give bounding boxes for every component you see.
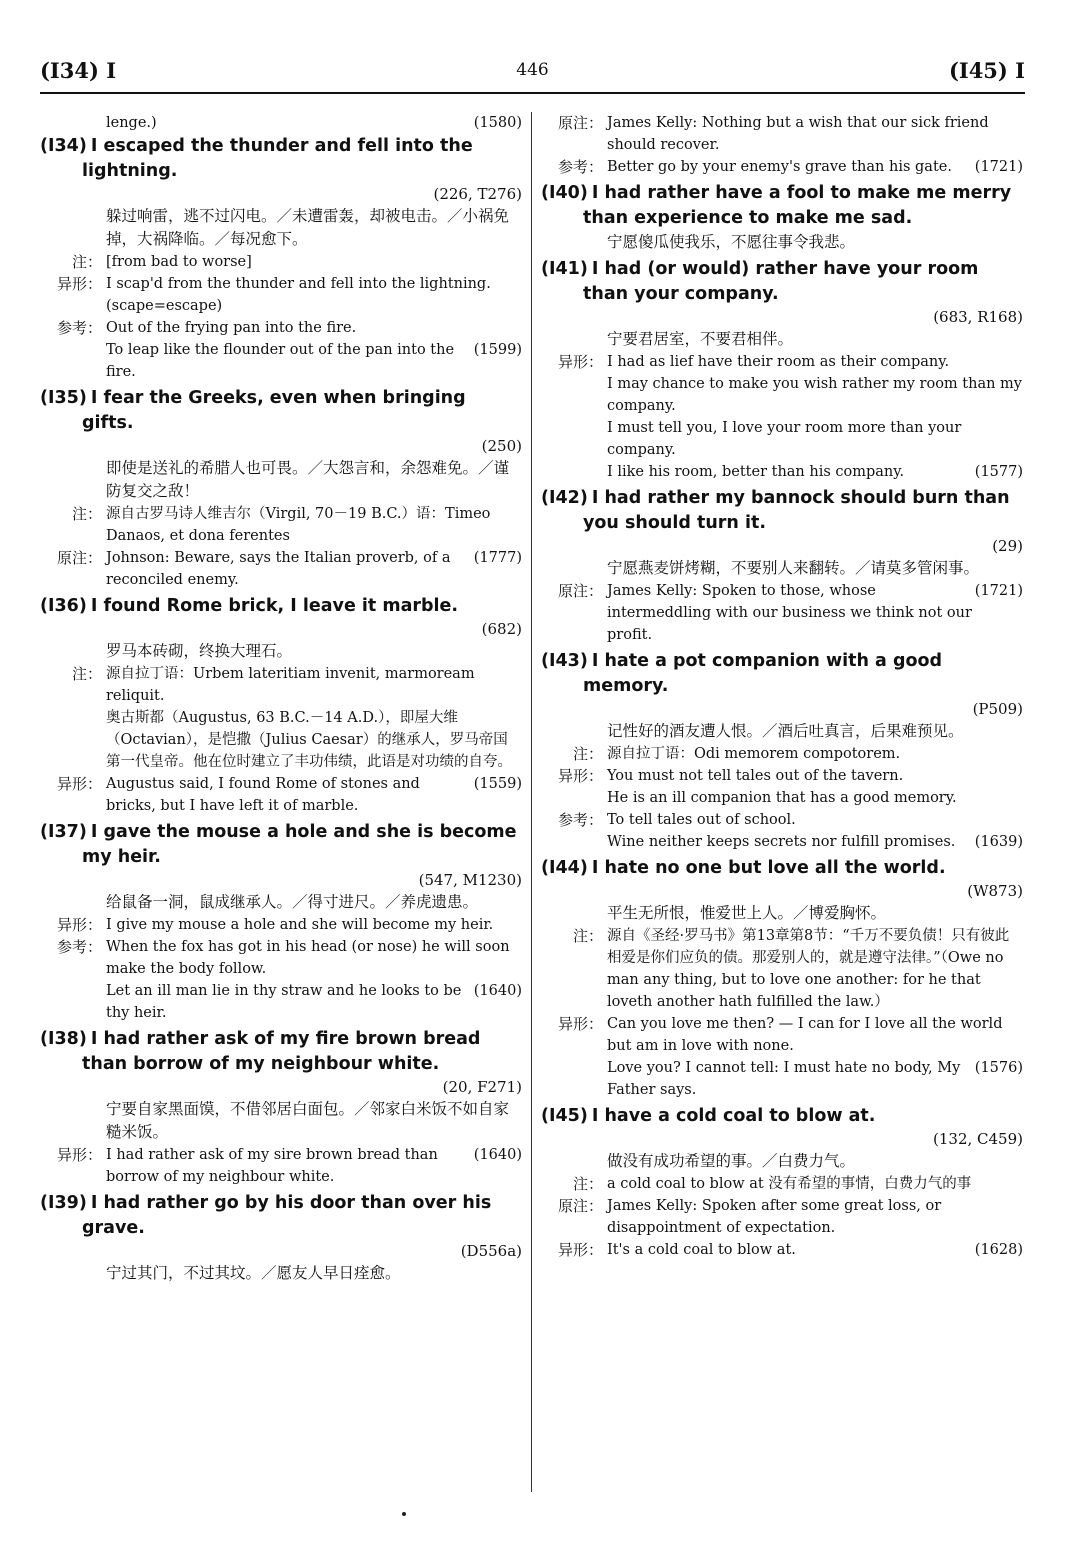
note-line (607, 743, 1023, 765)
note-line-text: 奥古斯都（Augustus, 63 B.C.－14 A.D.），即屋大维（Octavian），是恺撒（Julius Caesar）的继承人，罗马帝国第一代皇帝。他在位时建立了丰功伟绩，此语是对功绩的自夸。 (106, 710, 512, 770)
proverb-headword (541, 649, 1023, 699)
proverb-headword (541, 181, 1023, 231)
note-text (607, 1239, 1023, 1261)
note-line-text: 源自古罗马诗人维吉尔（Virgil, 70－19 B.C.）语：Timeo Danaos, et dona ferentes (106, 506, 491, 544)
proverb-id: (I34) (40, 136, 87, 156)
proverb-headword (40, 820, 522, 870)
left-entries (40, 134, 522, 1285)
note-block (541, 1239, 1023, 1261)
proverb-id: (I37) (40, 822, 87, 842)
note-label: 参考： (56, 319, 102, 337)
page-number: 446 (516, 60, 549, 80)
note-line (607, 1057, 1023, 1101)
note-line (106, 773, 522, 817)
proverb-english: I escaped the thunder and fell into the lightning. (82, 136, 473, 181)
note-line (607, 373, 1023, 417)
note-line (607, 580, 1023, 646)
note-year: (1639) (974, 834, 1023, 850)
note-year: (1576) (974, 1060, 1023, 1076)
note-line-text: Augustus said, I found Rome of stones and bricks, but I have left it of marble. (106, 776, 420, 814)
note-block (541, 156, 1023, 178)
note-line-text: Let an ill man lie in thy straw and he looks to be thy heir. (106, 983, 462, 1021)
note-block (40, 914, 522, 936)
note-line (106, 1144, 522, 1188)
note-block (40, 273, 522, 317)
note-line-text: I like his room, better than his company. (607, 464, 905, 480)
column-divider (531, 112, 532, 1492)
note-label: 原注： (557, 582, 603, 600)
proverb-entry (40, 594, 522, 817)
note-line-text: Wine neither keeps secrets nor fulfill promises. (607, 834, 956, 850)
note-text (106, 936, 522, 1024)
proverb-headword (541, 486, 1023, 536)
note-year: (1721) (974, 583, 1023, 599)
note-line (607, 1013, 1023, 1057)
note-label: 参考： (557, 811, 603, 829)
note-line-text: a cold coal to blow at 没有希望的事情，白费力气的事 (607, 1176, 972, 1192)
chinese-translation: 即使是送礼的希腊人也可畏。／大怨言和，余怨难免。／谨防复交之敌！ (106, 459, 510, 500)
chinese-translation: 记性好的酒友遭人恨。／酒后吐真言，后果难预见。 (607, 722, 964, 740)
proverb-entry (541, 181, 1023, 254)
note-line-text: Out of the frying pan into the fire. (106, 320, 357, 336)
proverb-headword (40, 134, 522, 184)
proverb-headword (40, 1027, 522, 1077)
note-line-text: It's a cold coal to blow at. (607, 1242, 796, 1258)
note-line-text: When the fox has got in his head (or nose) he will soon make the body follow. (106, 939, 510, 977)
proverb-entry (40, 1027, 522, 1188)
source-ref: (29) (992, 537, 1023, 555)
note-block (40, 251, 522, 273)
right-column (541, 112, 1023, 1264)
note-block (541, 1173, 1023, 1195)
proverb-headword (541, 1104, 1023, 1129)
note-line (106, 251, 522, 273)
note-line (106, 339, 522, 383)
note-label: 异形： (557, 353, 603, 371)
proverb-id: (I43) (541, 651, 588, 671)
note-block (541, 112, 1023, 156)
note-line (607, 1239, 1023, 1261)
note-line (607, 1195, 1023, 1239)
note-label: 参考： (557, 158, 603, 176)
note-line-text: He is an ill companion that has a good memory. (607, 790, 957, 806)
note-line-text: James Kelly: Spoken after some great loss, or disappointment of expectation. (607, 1198, 942, 1236)
proverb-headword (40, 594, 522, 619)
source-ref: (682) (481, 620, 522, 638)
note-line-text: I had as lief have their room as their company. (607, 354, 950, 370)
proverb-entry (40, 134, 522, 383)
note-label: 注： (572, 1175, 603, 1193)
note-year: (1599) (473, 342, 522, 358)
note-text (106, 503, 522, 547)
source-ref: (547, M1230) (418, 871, 522, 889)
proverb-entry (40, 1191, 522, 1285)
note-text (607, 925, 1023, 1013)
proverb-english: I found Rome brick, I leave it marble. (90, 596, 459, 616)
note-label: 异形： (557, 767, 603, 785)
note-line-text: James Kelly: Nothing but a wish that our sick friend should recover. (607, 115, 989, 153)
note-year: (1559) (473, 776, 522, 792)
source-ref: (D556a) (460, 1242, 522, 1260)
proverb-entry (541, 257, 1023, 483)
note-line (106, 663, 522, 707)
proverb-headword (541, 257, 1023, 307)
proverb-english: I hate no one but love all the world. (591, 858, 946, 878)
header-left: (I34) I (40, 58, 117, 83)
note-label: 注： (71, 505, 102, 523)
source-ref: (250) (481, 437, 522, 455)
chinese-translation: 宁要君居室，不要君相伴。 (607, 330, 794, 348)
note-line (607, 156, 1023, 178)
note-line (106, 936, 522, 980)
source-ref: (P509) (972, 700, 1023, 718)
note-block (541, 809, 1023, 853)
note-line (607, 1173, 1023, 1195)
note-line (106, 707, 522, 773)
source-ref: (W873) (967, 882, 1023, 900)
note-block (541, 743, 1023, 765)
note-label: 注： (572, 745, 603, 763)
chinese-translation: 宁愿傻瓜使我乐，不愿往事令我悲。 (607, 233, 856, 251)
page-header (40, 58, 1025, 88)
continued-line (40, 112, 522, 134)
note-line-text: Love you? I cannot tell: I must hate no body, My Father says. (607, 1060, 961, 1098)
proverb-id: (I41) (541, 259, 588, 279)
note-line (106, 317, 522, 339)
chinese-translation: 做没有成功希望的事。／白费力气。 (607, 1152, 856, 1170)
proverb-id: (I39) (40, 1193, 87, 1213)
note-line-text: I had rather ask of my sire brown bread than borrow of my neighbour white. (106, 1147, 438, 1185)
proverb-id: (I45) (541, 1106, 588, 1126)
proverb-id: (I36) (40, 596, 87, 616)
note-text (106, 273, 522, 317)
chinese-translation: 宁愿燕麦饼烤糊，不要别人来翻转。／请莫多管闲事。 (607, 559, 980, 577)
note-block (541, 1195, 1023, 1239)
note-block (541, 351, 1023, 483)
note-year: (1777) (473, 550, 522, 566)
note-text (106, 773, 522, 817)
source-ref: (683, R168) (933, 308, 1023, 326)
source-ref: (226, T276) (433, 185, 522, 203)
proverb-english: I gave the mouse a hole and she is become my heir. (82, 822, 517, 867)
proverb-entry (541, 649, 1023, 853)
header-right: (I45) I (948, 58, 1025, 83)
note-line (106, 503, 522, 547)
note-line (106, 914, 522, 936)
proverb-headword (40, 386, 522, 436)
note-line-text: [from bad to worse] (106, 254, 252, 270)
note-label: 异形： (557, 1241, 603, 1259)
proverb-entry (40, 820, 522, 1024)
note-line-text: I give my mouse a hole and she will become my heir. (106, 917, 494, 933)
note-text (607, 112, 1023, 156)
note-line (607, 787, 1023, 809)
note-line-text: Johnson: Beware, says the Italian proverb, of a reconciled enemy. (106, 550, 451, 588)
proverb-entry (40, 386, 522, 591)
note-text (607, 1173, 1023, 1195)
note-line-text: James Kelly: Spoken to those, whose intermeddling with our business we think not our profit. (607, 583, 972, 643)
chinese-translation: 平生无所恨，惟爱世上人。／博爱胸怀。 (607, 904, 887, 922)
note-text (607, 1013, 1023, 1101)
proverb-id: (I35) (40, 388, 87, 408)
note-line-text: I may chance to make you wish rather my room than my company. (607, 376, 1022, 414)
note-line-text: You must not tell tales out of the tavern. (607, 768, 904, 784)
note-line (607, 461, 1023, 483)
proverb-english: I fear the Greeks, even when bringing gifts. (82, 388, 466, 433)
note-text (607, 156, 1023, 178)
proverb-english: I had (or would) rather have your room than your company. (583, 259, 979, 304)
proverb-entry (541, 112, 1023, 178)
header-rule (40, 92, 1025, 94)
note-block (40, 503, 522, 547)
chinese-translation: 宁要自家黑面馍，不借邻居白面包。／邻家白米饭不如自家糙米饭。 (106, 1100, 510, 1141)
note-text (607, 809, 1023, 853)
chinese-translation: 给鼠备一洞，鼠成继承人。／得寸进尺。／养虎遗患。 (106, 893, 479, 911)
note-label: 参考： (56, 938, 102, 956)
proverb-id: (I44) (541, 858, 588, 878)
note-line-text: 源自拉丁语：Odi memorem compotorem. (607, 746, 901, 762)
note-text (607, 743, 1023, 765)
note-line-text: I scap'd from the thunder and fell into the lightning. (scape=escape) (106, 276, 491, 314)
note-block (40, 936, 522, 1024)
note-label: 原注： (557, 114, 603, 132)
note-text (106, 547, 522, 591)
note-line-text: To leap like the flounder out of the pan into the fire. (106, 342, 455, 380)
note-block (40, 317, 522, 383)
note-line (607, 765, 1023, 787)
note-line (106, 547, 522, 591)
note-label: 原注： (557, 1197, 603, 1215)
proverb-headword (541, 856, 1023, 881)
note-text (106, 251, 522, 273)
note-label: 异形： (56, 775, 102, 793)
proverb-entry (541, 486, 1023, 646)
note-text (106, 663, 522, 773)
note-label: 注： (71, 665, 102, 683)
note-year: (1721) (974, 159, 1023, 175)
proverb-english: I had rather go by his door than over his grave. (82, 1193, 492, 1238)
proverb-english: I had rather have a fool to make me merry than experience to make me sad. (583, 183, 1012, 228)
proverb-id: (I42) (541, 488, 588, 508)
source-ref: (132, C459) (933, 1130, 1023, 1148)
note-line (607, 831, 1023, 853)
note-line (607, 417, 1023, 461)
note-line (106, 980, 522, 1024)
left-column (40, 112, 522, 1288)
note-text (106, 1144, 522, 1188)
proverb-entry (541, 1104, 1023, 1261)
note-line-text: 源自《圣经·罗马书》第13章第8节：“千万不要负债！只有彼此相爱是你们应负的债。那爱别人的，就是遵守法律。”（Owe no man any thing, but to love one another: for he that loveth another hath fulfilled the law.） (607, 928, 1010, 1010)
note-year: (1640) (473, 1147, 522, 1163)
note-year: (1628) (974, 1242, 1023, 1258)
note-line-text: I must tell you, I love your room more than your company. (607, 420, 962, 458)
chinese-translation: 罗马本砖砌，终换大理石。 (106, 642, 293, 660)
note-text (607, 765, 1023, 809)
note-label: 异形： (56, 1146, 102, 1164)
note-line-text: Can you love me then? — I can for I love all the world but am in love with none. (607, 1016, 1003, 1054)
note-label: 注： (572, 927, 603, 945)
note-text (607, 1195, 1023, 1239)
note-text (106, 914, 522, 936)
chinese-translation: 宁过其门，不过其坟。／愿友人早日痊愈。 (106, 1264, 401, 1282)
note-block (541, 1013, 1023, 1101)
note-label: 异形： (557, 1015, 603, 1033)
continued-year: (1580) (473, 115, 522, 131)
note-block (40, 663, 522, 773)
note-block (40, 547, 522, 591)
proverb-id: (I40) (541, 183, 588, 203)
note-line-text: To tell tales out of school. (607, 812, 796, 828)
note-line (607, 112, 1023, 156)
proverb-headword (40, 1191, 522, 1241)
note-block (40, 773, 522, 817)
note-block (40, 1144, 522, 1188)
note-line (607, 809, 1023, 831)
note-block (541, 925, 1023, 1013)
note-block (541, 765, 1023, 809)
right-entries (541, 112, 1023, 1261)
note-label: 注： (71, 253, 102, 271)
note-line (607, 351, 1023, 373)
note-text (607, 351, 1023, 483)
note-block (541, 580, 1023, 646)
note-label: 异形： (56, 275, 102, 293)
print-speck (402, 1512, 406, 1516)
note-line (106, 273, 522, 317)
note-label: 异形： (56, 916, 102, 934)
note-year: (1640) (473, 983, 522, 999)
note-line-text: Better go by your enemy's grave than his gate. (607, 159, 952, 175)
proverb-english: I hate a pot companion with a good memory. (583, 651, 943, 696)
source-ref: (20, F271) (442, 1078, 522, 1096)
note-label: 原注： (56, 549, 102, 567)
proverb-english: I had rather ask of my fire brown bread than borrow of my neighbour white. (82, 1029, 481, 1074)
note-line (607, 925, 1023, 1013)
note-line-text: 源自拉丁语：Urbem lateritiam invenit, marmoream reliquit. (106, 666, 475, 704)
proverb-id: (I38) (40, 1029, 87, 1049)
proverb-english: I had rather my bannock should burn than you should turn it. (583, 488, 1010, 533)
chinese-translation: 躲过响雷，逃不过闪电。／未遭雷轰，却被电击。／小祸免掉，大祸降临。／每况愈下。 (106, 207, 510, 248)
note-text (106, 317, 522, 383)
continued-text: lenge.) (106, 115, 157, 131)
proverb-english: I have a cold coal to blow at. (591, 1106, 876, 1126)
note-year: (1577) (974, 464, 1023, 480)
proverb-entry (541, 856, 1023, 1101)
note-text (607, 580, 1023, 646)
